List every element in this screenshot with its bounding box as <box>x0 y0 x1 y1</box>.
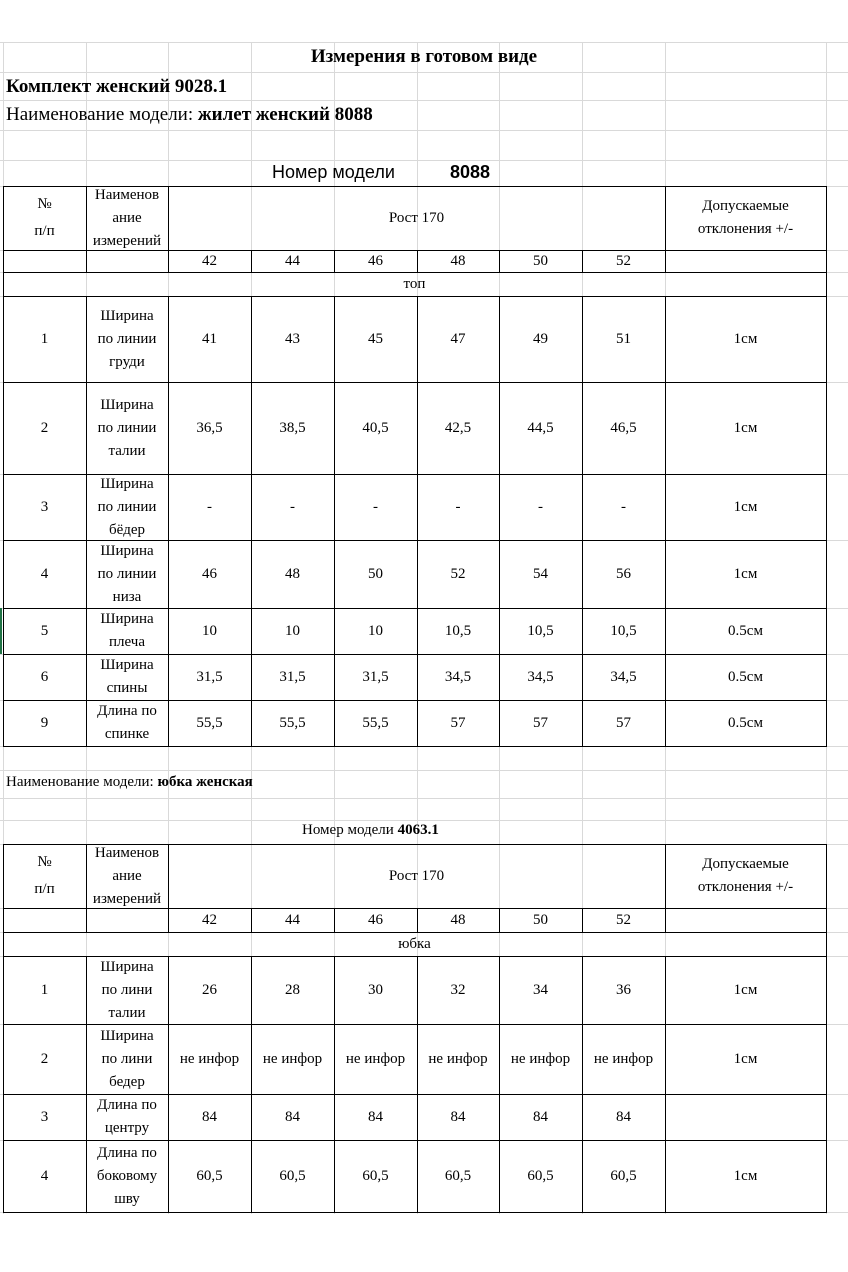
measurement-name-line: по лини <box>101 981 153 998</box>
measurement-name-line: Ширина <box>100 958 154 975</box>
measurement-value: 60,5 <box>610 1167 637 1184</box>
measurement-name <box>86 1140 168 1212</box>
cell-selection-marker <box>0 608 2 654</box>
size-header: 44 <box>285 252 300 269</box>
measurement-value: 84 <box>285 1108 300 1125</box>
measurement-value: 10,5 <box>444 622 472 639</box>
measurement-name-line: Ширина <box>100 611 154 627</box>
measurement-value: 10 <box>202 622 217 639</box>
measurement-value: 55,5 <box>362 714 389 731</box>
size-header: 52 <box>616 252 631 269</box>
measurement-name-line: талии <box>108 442 146 459</box>
model1-name-label: Наименование модели: <box>6 104 194 125</box>
measurement-name-line: по лини <box>101 1050 153 1067</box>
model2-name-label: Наименование модели: <box>6 774 154 790</box>
row-number: 3 <box>40 498 49 515</box>
measurement-value: 48 <box>285 565 300 582</box>
gridline <box>0 42 848 43</box>
measurement-value: 50 <box>368 565 383 582</box>
measurement-name <box>86 382 168 474</box>
header-measurement-name <box>86 186 168 250</box>
tolerance-value: 1см <box>733 981 758 998</box>
header-tolerance <box>665 844 826 908</box>
measurement-name <box>86 608 168 654</box>
measurement-value: 30 <box>368 981 383 998</box>
measurement-name-line: по линии <box>97 565 157 582</box>
measurement-name-line: плеча <box>109 634 145 650</box>
measurement-value: 36 <box>616 981 631 998</box>
model1-number-value: 8088 <box>450 162 491 182</box>
measurement-value: - <box>621 498 626 515</box>
header-tolerance <box>665 186 826 250</box>
table-border <box>826 186 827 747</box>
measurement-value: - <box>455 498 461 515</box>
measurement-value: 34,5 <box>527 668 554 685</box>
model2-name-row <box>6 774 253 791</box>
measurement-value: 31,5 <box>279 668 306 685</box>
measurement-value: 43 <box>285 330 300 347</box>
header-tolerance-line: отклонения +/- <box>697 221 794 237</box>
measurement-value: 40,5 <box>362 419 389 436</box>
measurement-name-line: боковому <box>96 1167 158 1184</box>
model1-name-row <box>6 104 373 126</box>
measurement-name-line: бёдер <box>108 521 146 538</box>
measurement-name-line: низа <box>112 588 142 605</box>
section-label: топ <box>403 275 426 292</box>
measurement-name <box>86 474 168 540</box>
measurement-value: 31,5 <box>196 668 223 685</box>
measurement-value: 56 <box>616 565 631 582</box>
measurement-name-line: Ширина <box>100 475 154 492</box>
measurement-name-line: Длина по <box>97 703 157 719</box>
measurement-name-line: по линии <box>97 498 157 515</box>
size-header: 42 <box>202 252 217 269</box>
header-measurement-name-line: Наименов <box>94 844 160 861</box>
measurement-value: 55,5 <box>196 714 223 731</box>
measurement-value: 49 <box>533 330 548 347</box>
header-height: Рост 170 <box>388 867 445 884</box>
measurement-name <box>86 540 168 608</box>
header-measurement-name-line: измерений <box>92 890 162 907</box>
model2-number-value: 4063.1 <box>397 822 439 838</box>
measurement-name-line: талии <box>108 1004 146 1021</box>
measurement-value: 36,5 <box>196 419 223 436</box>
row-number: 9 <box>40 714 49 731</box>
measurement-name-line: Длина по <box>97 1097 157 1113</box>
measurement-name-line: центру <box>104 1120 150 1136</box>
measurement-name-line: груди <box>109 353 145 370</box>
page-title: Измерения в готовом виде <box>310 46 538 67</box>
header-measurement-name-line: ание <box>112 867 142 884</box>
measurement-value: 46 <box>202 565 217 582</box>
row-number: 4 <box>40 565 49 582</box>
measurement-name-line: по линии <box>97 419 157 436</box>
header-tolerance-line: Допускаемые <box>702 198 789 214</box>
measurement-value: 55,5 <box>279 714 306 731</box>
section-label: юбка <box>398 935 431 952</box>
model2-name-value: юбка женская <box>157 774 253 790</box>
measurement-value: 34,5 <box>610 668 637 685</box>
gridline <box>0 72 848 73</box>
measurement-name-line: Ширина <box>100 396 154 413</box>
measurement-value: 26 <box>202 981 217 998</box>
measurement-name <box>86 654 168 700</box>
measurement-name <box>86 700 168 746</box>
header-measurement-name-line: измерений <box>92 232 162 249</box>
size-header: 44 <box>285 911 300 928</box>
measurement-name <box>86 296 168 382</box>
measurement-value: 84 <box>616 1108 631 1125</box>
measurement-value: 57 <box>616 714 631 731</box>
table-border <box>826 844 827 1213</box>
tolerance-value: 1см <box>733 419 758 436</box>
measurement-value: 60,5 <box>527 1167 554 1184</box>
measurement-name-line: Ширина <box>100 542 154 559</box>
gridline <box>0 130 848 131</box>
measurement-value: 60,5 <box>196 1167 223 1184</box>
measurement-value: 84 <box>450 1108 466 1125</box>
header-number-line: п/п <box>34 881 55 897</box>
size-header: 48 <box>450 252 466 269</box>
size-header: 48 <box>450 911 466 928</box>
measurement-value: 31,5 <box>362 668 389 685</box>
header-tolerance-line: Допускаемые <box>702 856 789 872</box>
measurement-value: 84 <box>368 1108 383 1125</box>
measurement-value: - <box>538 498 543 515</box>
measurement-value: 28 <box>285 981 300 998</box>
header-measurement-name-line: Наименов <box>94 186 160 203</box>
measurement-value: 41 <box>202 330 217 347</box>
tolerance-value: 1см <box>733 330 758 347</box>
measurement-value: 45 <box>368 330 383 347</box>
measurement-value: - <box>373 498 378 515</box>
gridline <box>0 798 848 799</box>
header-tolerance-line: отклонения +/- <box>697 879 794 895</box>
measurement-name-line: бедер <box>109 1073 145 1090</box>
measurement-value: 54 <box>533 565 548 582</box>
measurement-value: 84 <box>533 1108 548 1125</box>
row-number: 2 <box>40 419 49 436</box>
header-number <box>3 186 86 250</box>
model1-number-row <box>272 162 395 183</box>
header-number-line: п/п <box>34 223 55 239</box>
row-number: 1 <box>40 981 49 998</box>
model1-name-value: жилет женский 8088 <box>197 104 373 125</box>
row-number: 1 <box>40 330 49 347</box>
measurement-value: 34 <box>533 981 548 998</box>
measurement-value: 57 <box>533 714 548 731</box>
row-number: 6 <box>40 668 49 685</box>
gridline <box>0 770 848 771</box>
measurement-name-line: Длина по <box>97 1144 157 1161</box>
tolerance-value: 1см <box>733 565 758 582</box>
size-header: 42 <box>202 911 217 928</box>
measurement-value: 84 <box>202 1108 217 1125</box>
measurement-value: 57 <box>450 714 466 731</box>
row-number: 2 <box>40 1050 49 1067</box>
tolerance-value: 0.5см <box>728 668 763 685</box>
header-height: Рост 170 <box>388 209 445 226</box>
measurement-value: 38,5 <box>279 419 306 436</box>
measurement-value: не инфор <box>262 1050 323 1067</box>
model2-number-label: Номер модели <box>302 822 394 838</box>
measurement-name <box>86 1024 168 1094</box>
row-number: 4 <box>40 1167 49 1184</box>
measurement-value: 32 <box>450 981 466 998</box>
measurement-value: 60,5 <box>444 1167 472 1184</box>
header-number <box>3 844 86 908</box>
measurement-name <box>86 1094 168 1140</box>
tolerance-value: 0.5см <box>728 714 763 731</box>
measurement-value: 60,5 <box>279 1167 306 1184</box>
tolerance-value: 1см <box>733 1167 758 1184</box>
gridline <box>0 160 848 161</box>
measurement-name-line: Ширина <box>100 657 154 673</box>
gridline <box>0 100 848 101</box>
size-header: 50 <box>533 252 548 269</box>
measurement-name-line: Ширина <box>100 307 154 324</box>
set-title: Комплект женский 9028.1 <box>6 76 228 97</box>
measurement-name-line: Ширина <box>100 1027 154 1044</box>
size-header: 50 <box>533 911 548 928</box>
measurement-value: 46,5 <box>610 419 637 436</box>
measurement-value: 60,5 <box>362 1167 389 1184</box>
measurement-value: - <box>207 498 212 515</box>
header-measurement-name <box>86 844 168 908</box>
measurement-value: - <box>290 498 295 515</box>
measurement-value: 51 <box>616 330 631 347</box>
measurement-value: не инфор <box>428 1050 488 1067</box>
row-number: 5 <box>40 622 49 639</box>
size-header: 52 <box>616 911 631 928</box>
size-header: 46 <box>368 252 383 269</box>
measurement-value: не инфор <box>510 1050 571 1067</box>
measurement-value: 44,5 <box>527 419 554 436</box>
size-header: 46 <box>368 911 383 928</box>
measurement-value: 52 <box>450 565 466 582</box>
header-number-line: № <box>37 854 52 870</box>
measurement-value: 10,5 <box>527 622 554 639</box>
measurement-name-line: по линии <box>97 330 157 347</box>
measurement-value: 34,5 <box>444 668 472 685</box>
model2-number-row <box>302 822 439 839</box>
measurement-value: 10 <box>285 622 300 639</box>
model1-number-label: Номер модели <box>272 162 395 182</box>
header-measurement-name-line: ание <box>112 209 142 226</box>
measurement-value: 10 <box>368 622 383 639</box>
tolerance-value <box>665 1094 826 1140</box>
tolerance-value: 0.5см <box>728 622 763 639</box>
measurement-name-line: шву <box>114 1190 140 1207</box>
table-border <box>3 746 827 747</box>
gridline <box>0 820 848 821</box>
measurement-name-line: спинке <box>104 726 150 742</box>
table-border <box>3 1212 827 1213</box>
tolerance-value: 1см <box>733 498 758 515</box>
row-number: 3 <box>40 1108 49 1125</box>
measurement-value: не инфор <box>593 1050 654 1067</box>
measurement-value: 42,5 <box>444 419 472 436</box>
measurement-value: 10,5 <box>610 622 637 639</box>
measurement-name <box>86 956 168 1024</box>
measurement-name-line: спины <box>106 680 148 696</box>
measurement-value: не инфор <box>345 1050 406 1067</box>
measurement-value: не инфор <box>179 1050 240 1067</box>
measurement-value: 47 <box>450 330 466 347</box>
header-number-line: № <box>37 196 52 212</box>
tolerance-value: 1см <box>733 1050 758 1067</box>
